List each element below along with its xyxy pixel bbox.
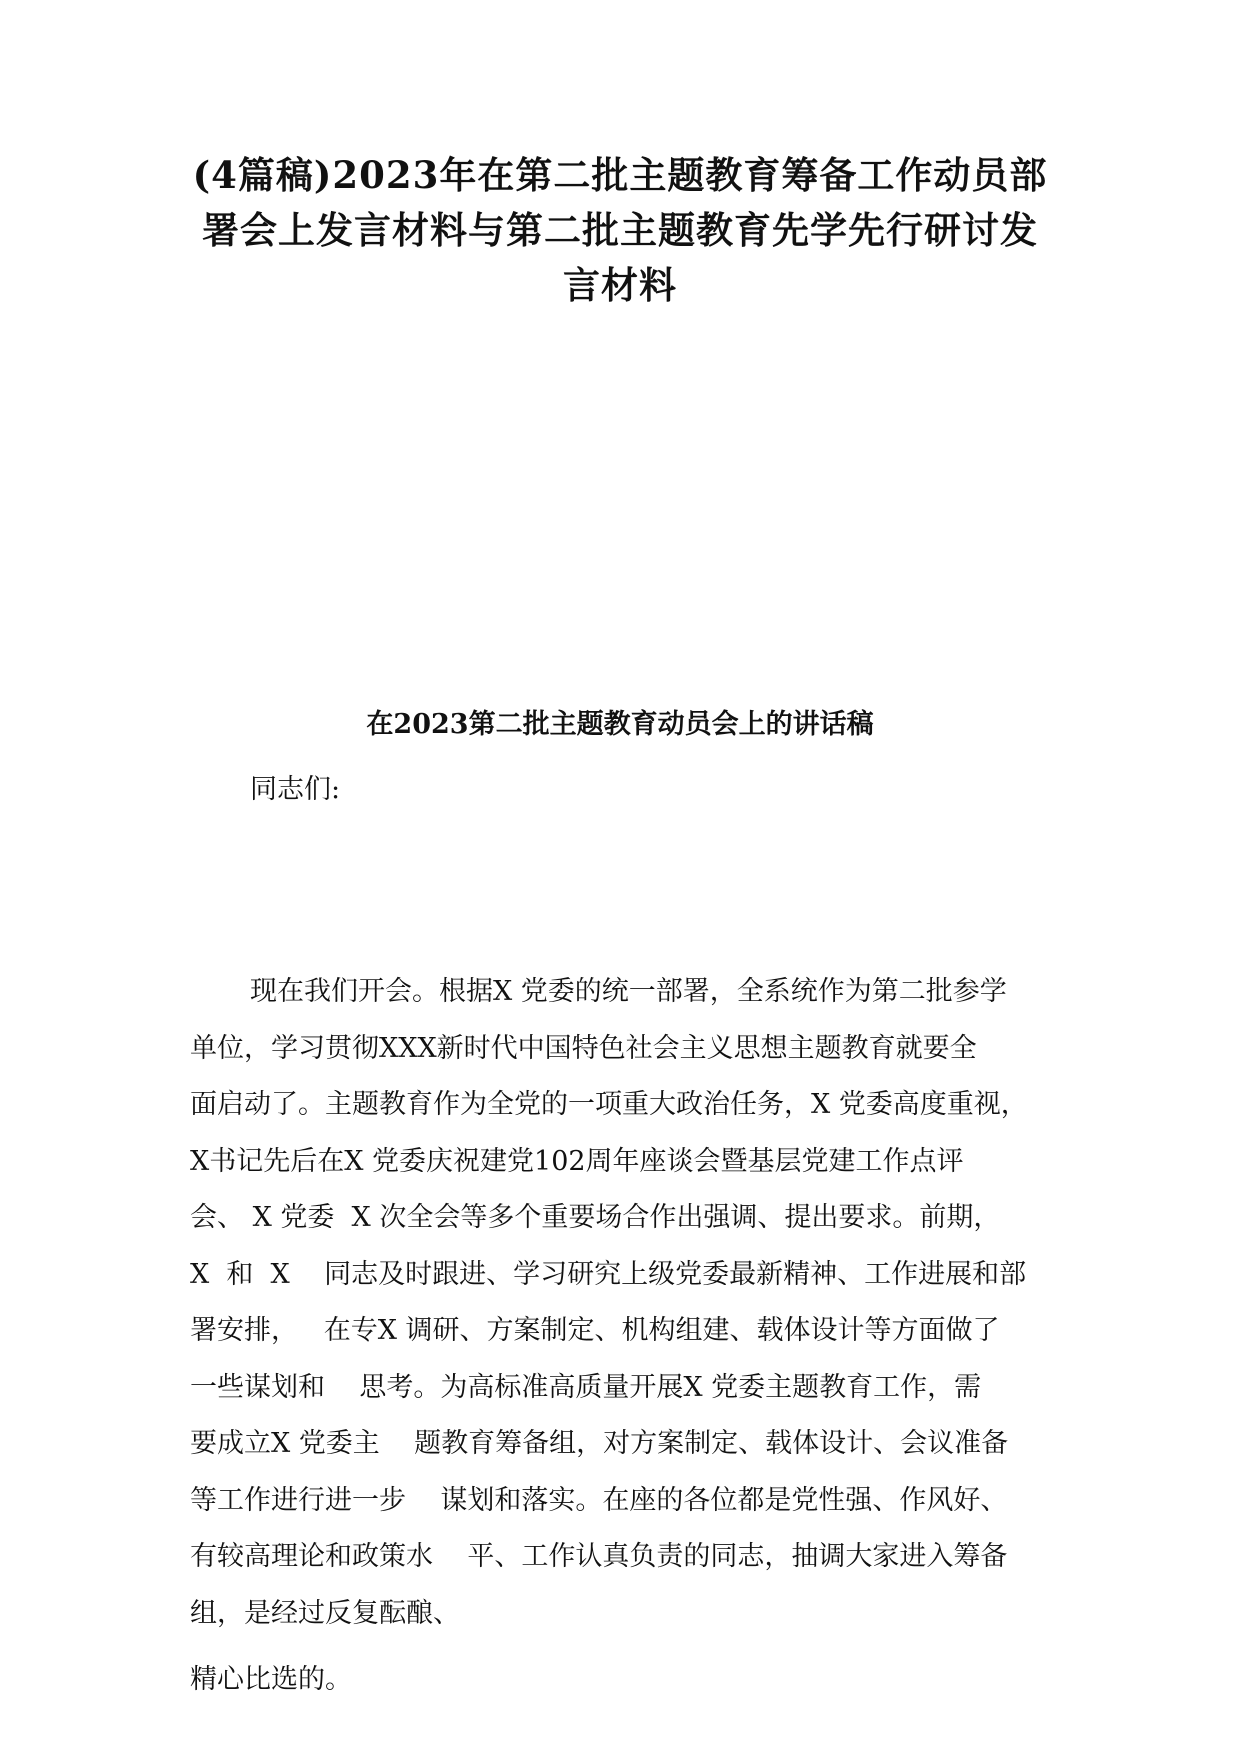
title-line: (4篇稿)2023年在第二批主题教育筹备工作动员部 bbox=[192, 153, 1048, 197]
paragraph-line: 要成立X 党委主 题教育筹备组，对方案制定、载体设计、会议准备 bbox=[190, 1428, 1009, 1459]
salutation: 同志们: bbox=[250, 774, 341, 805]
body-paragraph bbox=[190, 964, 1070, 1642]
title-line: 言材料 bbox=[563, 263, 677, 307]
paragraph-line: X 和 X 同志及时跟进、学习研究上级党委最新精神、工作进展和部 bbox=[190, 1258, 1027, 1290]
paragraph-line: X书记先后在X 党委庆祝建党102周年座谈会暨基层党建工作点评 bbox=[190, 1145, 964, 1177]
paragraph-line: 现在我们开会。根据X 党委的统一部署，全系统作为第二批参学 bbox=[250, 976, 1007, 1007]
document-title bbox=[150, 148, 1090, 313]
closing-line: 精心比选的。 bbox=[190, 1664, 352, 1695]
paragraph-line: 面启动了。主题教育作为全党的一项重大政治任务，X 党委高度重视， bbox=[190, 1089, 1028, 1120]
paragraph-line: 有较高理论和政策水 平、工作认真负责的同志，抽调大家进入筹备 bbox=[190, 1541, 1008, 1572]
paragraph-line: 单位，学习贯彻XXX新时代中国特色社会主义思想主题教育就要全 bbox=[190, 1032, 977, 1064]
paragraph-line: 一些谋划和 思考。为高标准高质量开展X 党委主题教育工作，需 bbox=[190, 1371, 982, 1403]
section-heading: 在2023第二批主题教育动员会上的讲话稿 bbox=[366, 709, 874, 740]
paragraph-line: 署安排， 在专X 调研、方案制定、机构组建、载体设计等方面做了 bbox=[190, 1315, 1000, 1346]
paragraph-line: 会、 X 党委 X 次全会等多个重要场合作出强调、提出要求。前期， bbox=[190, 1202, 1001, 1233]
paragraph-line: 组，是经过反复酝酿、 bbox=[190, 1597, 460, 1629]
paragraph-line: 等工作进行进一步 谋划和落实。在座的各位都是党性强、作风好、 bbox=[190, 1484, 1008, 1516]
title-line: 署会上发言材料与第二批主题教育先学先行研讨发 bbox=[202, 208, 1038, 252]
